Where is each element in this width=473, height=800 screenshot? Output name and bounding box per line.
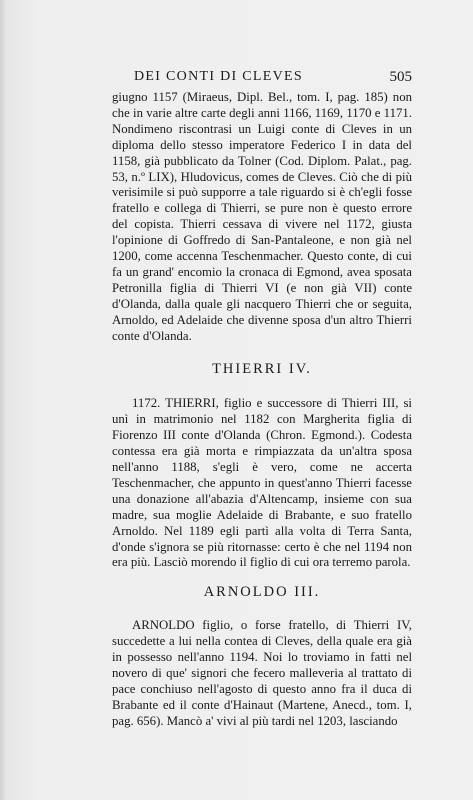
running-head: DEI CONTI DI CLEVES — [134, 69, 303, 84]
paragraph-continued: giugno 1157 (Miraeus, Dipl. Bel., tom. I, pag. 185) non che in varie altre carte degli anni 1166, 1169, 1170 e 1171. Nondimeno riscontrasi un Luigi conte di Cleves in un diploma dello stesso imperatore Federico I in data del 1158, già pubblicato da Tolner (Cod. Diplom. Palat., pag. 53, n.º LIX), Hludovicus, comes de Cleves. Ciò che di più verisimile si può supporre a tale riguardo si è ch'egli fosse fratello e collega di Thierri, se pure non è questo errore del copista. Thierri cessava di vivere nel 1172, giusta l'opinione di Goffredo di San-Pantaleone, e non già nel 1200, come accenna Teschenmacher. Questo conte, di cui fa un grand' encomio la cronaca di Egmond, avea sposata Petronilla figlia di Thierri VI (e non già VII) conte d'Olanda, dalla quale gli nacquero Thierri che or seguita, Arnoldo, ed Adelaide che divenne sposa d'un altro Thierri conte d'Olanda. — [112, 90, 412, 343]
page-header — [112, 69, 412, 87]
page-number: 505 — [389, 69, 412, 85]
paragraph-arnoldo-iii: ARNOLDO figlio, o forse fratello, di Thierri IV, succedette a lui nella contea di Cleves, della quale era già in possesso nell'anno 1194. Noi lo troviamo in fatti nel novero di que' signori che fecero malleveria al trattato di pace conchiuso nell'agosto di questo anno fra il duca di Brabante ed il conte d'Hainaut (Martene, Anecd., tom. I, pag. 656). Mancò a' vivi al più tardi nel 1203, lasciando — [112, 618, 412, 728]
paragraph-thierri-iv: 1172. THIERRI, figlio e successore di Thierri III, si unì in matrimonio nel 1182 con Margherita figlia di Fiorenzo III conte d'Olanda (Chron. Egmond.). Codesta contessa era già morta e rimpiazzata da un'altra sposa nell'anno 1188, s'egli è vero, come ne accerta Teschenmacher, che appunto in quest'anno Thierri facesse una donazione all'abazia d'Altencamp, insieme con sua madre, sua moglie Adelaide di Brabante, e suo fratello Arnoldo. Nel 1189 egli partì alla volta di Terra Santa, d'onde s'ignora se più ritornasse: certo è che nel 1194 non era più. Lasciò morendo il figlio di cui ora terremo parola. — [112, 396, 412, 570]
text-block — [112, 90, 412, 730]
section-title-thierri-iv: THIERRI IV. — [212, 360, 312, 377]
section-title-arnoldo-iii: ARNOLDO III. — [203, 584, 321, 601]
